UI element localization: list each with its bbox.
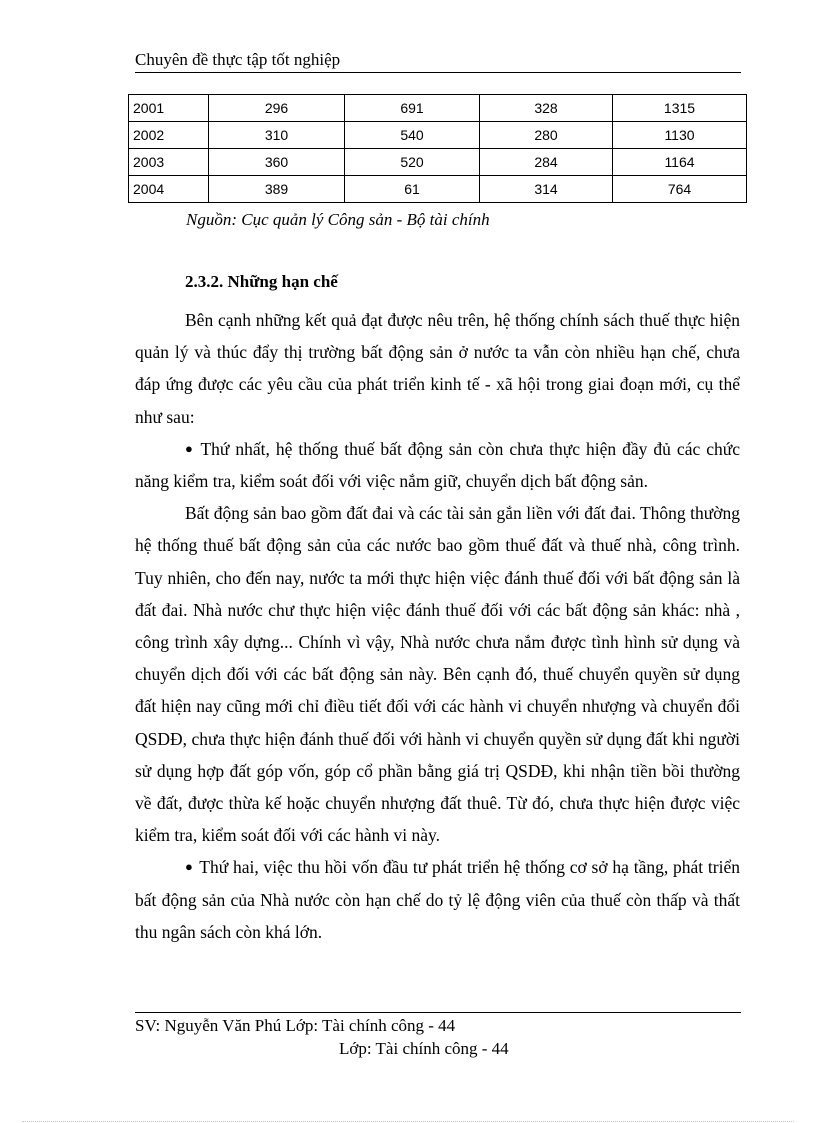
- table-cell: 540: [345, 122, 480, 149]
- page-bottom-edge: [22, 1121, 794, 1122]
- bullet-dot-icon: ●: [185, 440, 195, 456]
- table-cell: 61: [345, 176, 480, 203]
- section-heading: 2.3.2. Những hạn chế: [185, 272, 338, 291]
- bullet-text-2: Thứ hai, việc thu hồi vốn đầu tư phát triển hệ thống cơ sở hạ tầng, phát triển bất động sản của Nhà nước còn hạn chế do tỷ lệ động viên của thuế còn thấp và thất thu ngân sách còn khá lớn.: [135, 857, 740, 942]
- table-cell: 389: [209, 176, 345, 203]
- table-cell: 691: [345, 95, 480, 122]
- table-cell: 1164: [613, 149, 747, 176]
- table-cell: 520: [345, 149, 480, 176]
- footer-author-class: SV: Nguyễn Văn Phú Lớp: Tài chính công - 44: [135, 1016, 456, 1035]
- paragraph-bullet-1: [135, 433, 740, 497]
- footer-rule: [135, 1012, 741, 1013]
- paragraph-intro: Bên cạnh những kết quả đạt được nêu trên, hệ thống chính sách thuế thực hiện quản lý và thúc đẩy thị trường bất động sản ở nước ta vẫn còn nhiều hạn chế, chưa đáp ứng được các yêu cầu của phát triển kinh tế - xã hội trong giai đoạn mới, cụ thể như sau:: [135, 310, 740, 427]
- table-row: [129, 149, 747, 176]
- table-cell: 360: [209, 149, 345, 176]
- table-cell: 284: [480, 149, 613, 176]
- body-text: [135, 304, 740, 948]
- table-cell: 328: [480, 95, 613, 122]
- table-cell-year: 2003: [129, 149, 209, 176]
- table-source-note: Nguồn: Cục quản lý Công sản - Bộ tài chính: [186, 210, 490, 229]
- data-table: [128, 94, 747, 203]
- table-row: [129, 176, 747, 203]
- table-row: [129, 122, 747, 149]
- header-title: Chuyên đề thực tập tốt nghiệp: [135, 50, 341, 69]
- bullet-text-1: Thứ nhất, hệ thống thuế bất động sản còn chưa thực hiện đầy đủ các chức năng kiểm tra, kiểm soát đối với việc nắm giữ, chuyển dịch bất động sản.: [135, 438, 740, 492]
- bullet-dot-icon: ●: [185, 859, 194, 875]
- header-rule: [135, 72, 741, 73]
- table-cell-year: 2001: [129, 95, 209, 122]
- footer-class: Lớp: Tài chính công - 44: [339, 1039, 509, 1058]
- paragraph-bullet-2: [135, 851, 740, 948]
- table-row: [129, 95, 747, 122]
- table-cell: 764: [613, 176, 747, 203]
- table-cell: 314: [480, 176, 613, 203]
- table-cell: 310: [209, 122, 345, 149]
- table-cell: 296: [209, 95, 345, 122]
- paragraph-explanation: Bất động sản bao gồm đất đai và các tài sản gắn liền với đất đai. Thông thường hệ thống thuế bất động sản của các nước bao gồm thuế đất và thuế nhà, công trình. Tuy nhiên, cho đến nay, nước ta mới thực hiện việc đánh thuế đối với bất động sản là đất đai. Nhà nước chư thực hiện việc đánh thuế đối với các bất động sản khác: nhà , công trình xây dựng... Chính vì vậy, Nhà nước chưa nắm được tình hình sử dụng và chuyển dịch đối với các bất động sản này. Bên cạnh đó, thuế chuyển quyền sử dụng đất hiện nay cũng mới chỉ điều tiết đối với các hành vi chuyển nhượng và chuyển đổi QSDĐ, chưa thực hiện đánh thuế đối với hành vi chuyển quyền sử dụng đất khi người sử dụng hợp đất góp vốn, góp cổ phần bằng giá trị QSDĐ, khi nhận tiền bồi thường về đất, được thừa kế hoặc chuyển nhượng đất thuê. Từ đó, chưa thực hiện được việc kiểm tra, kiểm soát đối với các hành vi này.: [135, 503, 740, 846]
- table-cell: 1315: [613, 95, 747, 122]
- table-cell-year: 2004: [129, 176, 209, 203]
- table-cell: 1130: [613, 122, 747, 149]
- table-cell: 280: [480, 122, 613, 149]
- table-cell-year: 2002: [129, 122, 209, 149]
